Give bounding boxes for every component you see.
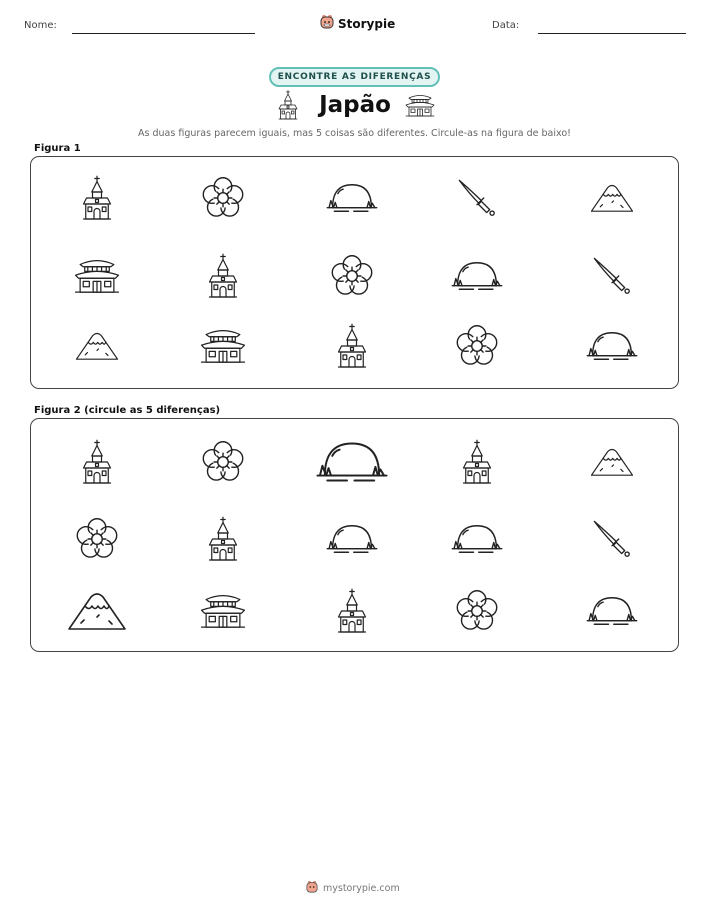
rock-icon[interactable] bbox=[585, 331, 639, 361]
flower-icon[interactable] bbox=[455, 324, 499, 368]
name-field[interactable] bbox=[72, 33, 255, 34]
date-label: Data: bbox=[492, 20, 520, 31]
flower-icon[interactable] bbox=[201, 176, 245, 220]
church-icon[interactable] bbox=[208, 515, 238, 563]
church-icon[interactable] bbox=[337, 322, 367, 370]
pagoda-house-icon[interactable] bbox=[74, 257, 120, 295]
church-icon[interactable] bbox=[82, 438, 112, 486]
church-icon[interactable] bbox=[462, 438, 492, 486]
brand bbox=[320, 14, 395, 33]
sword-icon[interactable] bbox=[591, 518, 633, 560]
rock-icon[interactable] bbox=[325, 183, 379, 213]
mountain-icon[interactable] bbox=[75, 328, 119, 364]
pagoda-house-icon[interactable] bbox=[200, 327, 246, 365]
mountain-icon[interactable] bbox=[67, 586, 127, 636]
name-label: Nome: bbox=[24, 20, 57, 31]
pagoda-house-icon bbox=[405, 94, 435, 118]
page-title: Japão bbox=[319, 92, 391, 118]
flower-icon[interactable] bbox=[455, 589, 499, 633]
pagoda-house-icon[interactable] bbox=[200, 592, 246, 630]
flower-icon[interactable] bbox=[330, 254, 374, 298]
instructions: As duas figuras parecem iguais, mas 5 coisas são diferentes. Circule-as na figura de baixo! bbox=[138, 128, 571, 139]
footer-site[interactable]: mystorypie.com bbox=[323, 883, 400, 894]
storypie-logo-icon bbox=[320, 14, 334, 33]
sword-icon[interactable] bbox=[591, 255, 633, 297]
figure-1-label: Figura 1 bbox=[34, 143, 81, 154]
flower-icon[interactable] bbox=[201, 440, 245, 484]
figure-2-label: Figura 2 (circule as 5 diferenças) bbox=[34, 405, 221, 416]
rock-icon[interactable] bbox=[585, 596, 639, 626]
storypie-logo-icon bbox=[306, 880, 318, 897]
footer bbox=[306, 880, 400, 897]
figure-1-panel bbox=[30, 156, 679, 389]
worksheet-badge: ENCONTRE AS DIFERENÇAS bbox=[269, 67, 440, 87]
rock-icon[interactable] bbox=[325, 524, 379, 554]
sword-icon[interactable] bbox=[456, 177, 498, 219]
church-icon[interactable] bbox=[208, 252, 238, 300]
rock-icon[interactable] bbox=[450, 261, 504, 291]
church-icon[interactable] bbox=[82, 174, 112, 222]
rock-icon[interactable] bbox=[315, 441, 389, 483]
mountain-icon[interactable] bbox=[590, 180, 634, 216]
figure-2-panel bbox=[30, 418, 679, 652]
church-icon bbox=[278, 90, 298, 120]
rock-icon[interactable] bbox=[450, 524, 504, 554]
date-field[interactable] bbox=[538, 33, 686, 34]
church-icon[interactable] bbox=[337, 587, 367, 635]
flower-icon[interactable] bbox=[75, 517, 119, 561]
mountain-icon[interactable] bbox=[590, 444, 634, 480]
brand-name: Storypie bbox=[338, 16, 396, 31]
